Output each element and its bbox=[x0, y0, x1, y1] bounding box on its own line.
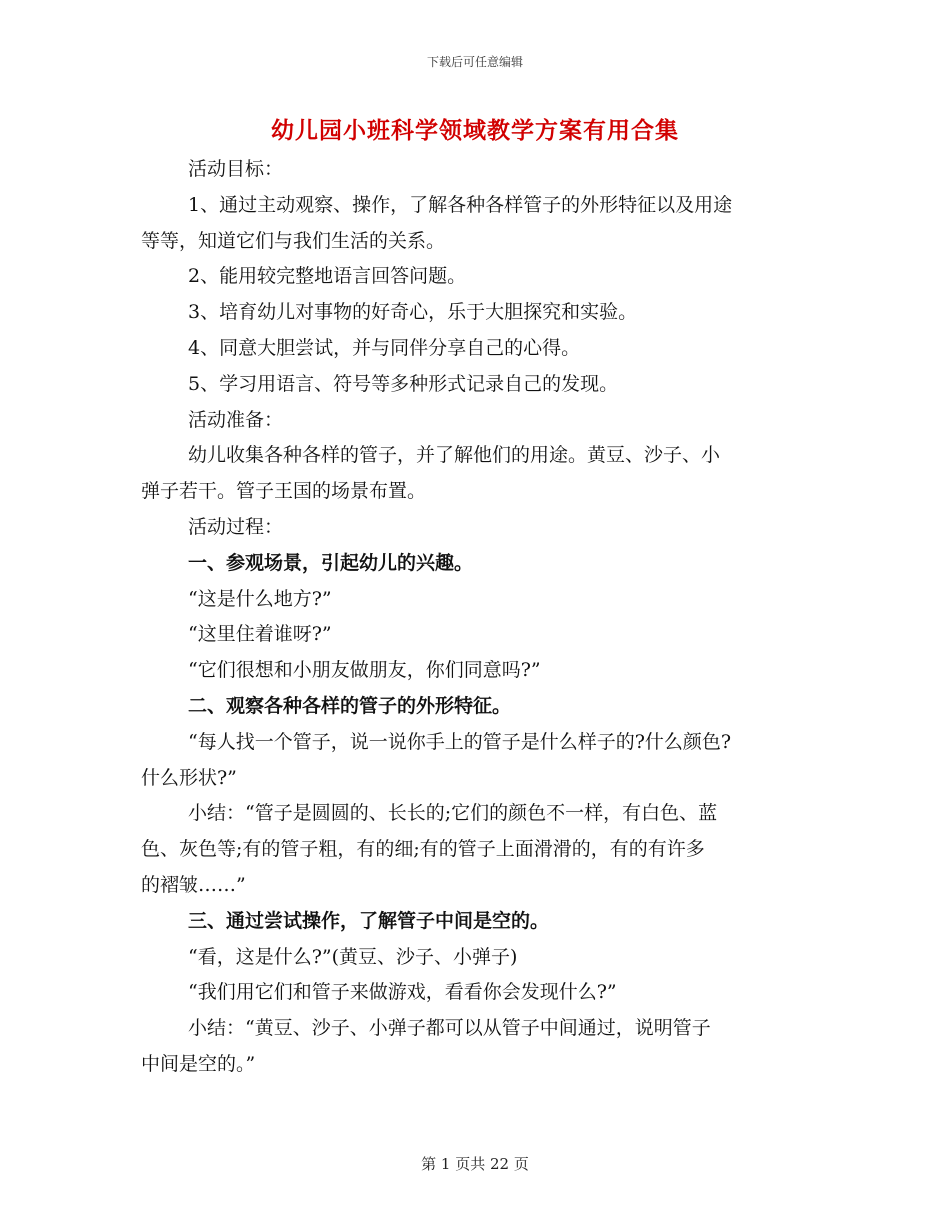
summary-text: 小结：“黄豆、沙子、小弹子都可以从管子中间通过，说明管子 bbox=[188, 1017, 711, 1040]
goal-item-4: 4、同意大胆尝试，并与同伴分享自己的心得。 bbox=[188, 336, 581, 359]
summary-text-continued: 中间是空的。” bbox=[141, 1052, 256, 1075]
dialogue-line: “它们很想和小朋友做朋友，你们同意吗?” bbox=[188, 659, 541, 682]
step-heading-1: 一、参观场景，引起幼儿的兴趣。 bbox=[188, 551, 474, 574]
preparation-text: 幼儿收集各种各样的管子，并了解他们的用途。黄豆、沙子、小 bbox=[188, 444, 721, 467]
step-heading-2: 二、观察各种各样的管子的外形特征。 bbox=[188, 694, 512, 717]
section-heading-preparation: 活动准备： bbox=[188, 408, 284, 431]
step-heading-3: 三、通过尝试操作，了解管子中间是空的。 bbox=[188, 909, 550, 932]
section-heading-process: 活动过程： bbox=[188, 515, 284, 538]
dialogue-line: “每人找一个管子，说一说你手上的管子是什么样子的?什么颜色? bbox=[188, 730, 732, 753]
page-header: 下载后可任意编辑 bbox=[426, 55, 523, 69]
summary-text-continued: 的褶皱……” bbox=[141, 873, 246, 896]
goal-item-5: 5、学习用语言、符号等多种形式记录自己的发现。 bbox=[188, 372, 619, 395]
goal-item-1: 1、通过主动观察、操作，了解各种各样管子的外形特征以及用途 bbox=[188, 193, 733, 216]
summary-text: 小结：“管子是圆圆的、长长的;它们的颜色不一样，有白色、蓝 bbox=[188, 802, 718, 825]
section-heading-goals: 活动目标： bbox=[188, 158, 284, 180]
dialogue-line: “这是什么地方?” bbox=[188, 587, 332, 610]
goal-item-3: 3、培育幼儿对事物的好奇心，乐于大胆探究和实验。 bbox=[188, 301, 638, 324]
document-title: 幼儿园小班科学领域教学方案有用合集 bbox=[271, 117, 679, 144]
dialogue-line: “看，这是什么?”(黄豆、沙子、小弹子) bbox=[188, 945, 518, 968]
summary-text-continued: 色、灰色等;有的管子粗，有的细;有的管子上面滑滑的，有的有许多 bbox=[141, 838, 705, 861]
goal-item-1-continued: 等等，知道它们与我们生活的关系。 bbox=[141, 229, 446, 252]
dialogue-line: “我们用它们和管子来做游戏，看看你会发现什么?” bbox=[188, 981, 617, 1004]
dialogue-line-continued: 什么形状?” bbox=[141, 766, 237, 789]
dialogue-line: “这里住着谁呀?” bbox=[188, 623, 332, 646]
preparation-text-continued: 弹子若干。管子王国的场景布置。 bbox=[141, 480, 427, 503]
goal-item-2: 2、能用较完整地语言回答问题。 bbox=[188, 265, 467, 288]
page-footer: 第 1 页共 22 页 bbox=[421, 1155, 529, 1173]
document-body bbox=[141, 152, 811, 1083]
